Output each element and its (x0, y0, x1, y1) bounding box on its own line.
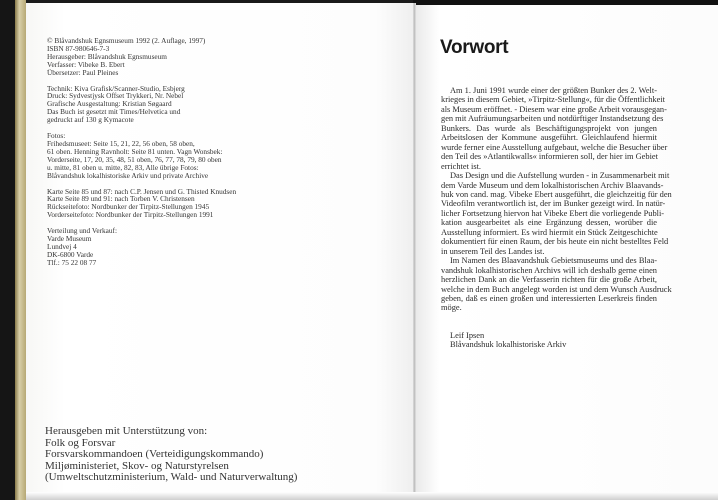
imprint-line: Blåvandshuk lokalhistoriske Arkiv und private Archive (47, 170, 209, 180)
signature (450, 331, 566, 350)
paragraph-line: herzlichen Dank an die Verfasserin richten für die große Arbeit, (441, 275, 657, 285)
imprint-line: Herausgeber: Blåvandshuk Egnsmuseum (47, 51, 167, 61)
imprint-line: Varde Museum (47, 234, 92, 244)
imprint-text (47, 37, 236, 267)
imprint-line: 61 oben. Henning Ravnholt: Seite 81 unten. Vagn Wonsbek: (47, 146, 223, 156)
imprint-line: ISBN 87-980646-7-3 (47, 43, 110, 53)
paragraph-line: dem Varde Museum und dem lokalhistorischen Archiv Blaavands- (441, 180, 664, 190)
imprint-line: Übersetzer: Paul Pleines (47, 67, 119, 77)
paragraph-line: Am 1. Juni 1991 wurde einer der größten Bunker des 2. Welt- (450, 86, 657, 95)
support-heading: Herausgeben mit Unterstützung von: (45, 425, 208, 437)
page-bottom-shadow (26, 492, 718, 500)
imprint-line: Rückseitefoto: Nordbunker der Tirpitz-Stellungen 1945 (47, 202, 210, 212)
imprint-line: Verfasser: Vibeke B. Ebert (47, 59, 125, 69)
imprint-line: Fotos: (47, 131, 66, 141)
paragraph-line: Bunkers. Das wurde als Beschäftigungsprojekt von jungen (441, 123, 657, 133)
support-line: (Umweltschutzministerium, Wald- und Naturverwaltung) (45, 471, 298, 484)
paragraph-line: Videofilm verantwortlich ist, der im Bunker gezeigt wird. In natür- (441, 199, 666, 209)
page-title: Vorwort (440, 37, 509, 58)
imprint-line: Grafische Ausgestaltung: Kristian Søgaard (47, 99, 172, 109)
imprint-line: Karte Seite 85 und 87: nach C.P. Jensen und G. Thisted Knudsen (47, 186, 237, 196)
paragraph-line: in unserem Teil des Landes ist. (441, 246, 545, 256)
imprint-line: DK-6800 Varde (47, 249, 94, 259)
imprint-line: Vorderseitefoto: Nordbunker der Tirpitz-Stellungen 1991 (47, 210, 214, 220)
paragraph-line: wurde ferner eine Ausstellung aufgebaut, welche die Besucher über (441, 142, 668, 152)
book-cover-edge (15, 0, 26, 500)
imprint-line: Technik: Kiva Grafisk/Scanner-Studio, Esbjerg (47, 83, 185, 93)
foreword-body (441, 86, 672, 313)
paragraph-line: errichtet ist. (441, 161, 481, 171)
paragraph-line: Im Namen des Blaavandshuk Gebietsmuseums und des Blaa- (450, 256, 657, 266)
paragraph-line: Arbeitslosen der Kommune ausgeführt. Gleichlaufend hiermit (441, 133, 657, 143)
paragraph-line: möge. (441, 303, 462, 313)
paragraph-line: kation ausgearbeitet als eine Ergänzung dessen, worüber die (441, 218, 657, 228)
imprint-line: Verteilung und Verkauf: (47, 226, 117, 236)
support-line: Folk og Forsvar (45, 436, 116, 449)
paragraph-line: Ausstellung informiert. Es wird hiermit ein Stück Zeitgeschichte (441, 227, 658, 237)
imprint-line: Vorderseite, 17, 20, 35, 48, 51 oben, 76, 77, 78, 79, 80 oben (47, 154, 222, 164)
support-line: Miljøministeriet, Skov- og Naturstyrelsen (45, 459, 229, 472)
signature-affiliation: Blåvandshuk lokalhistoriske Arkiv (450, 340, 567, 350)
paragraph-line: den Teil des »Atlantikwalls« informieren soll, der hier im Gebiet (441, 152, 658, 162)
imprint-line: Karte Seite 89 und 91: nach Torben V. Christensen (47, 194, 195, 204)
paragraph-line: dokumentiert für einen Raum, der bis heute ein nicht bestelltes Feld (441, 237, 669, 247)
paragraph-line: welche in dem Buch angelegt worden ist und dem Wunsch Ausdruck (441, 284, 672, 294)
paragraph-line: gen mit Aufräumungsarbeiten und notdürftiger Instandsetzung des (441, 114, 664, 124)
scan-edge-dark (0, 0, 15, 500)
imprint-line: u. mitte, 81 oben u. mitte, 82, 83, Alle übrige Fotos: (47, 162, 199, 172)
paragraph-line: Das Design und die Aufstellung wurden - in Zusammenarbeit mit (450, 171, 670, 181)
paragraph-line: licher Fortsetzung hiervon hat Vibeke Ebert die vorliegende Publi- (441, 208, 665, 218)
imprint-line: Druck: Sydvestjysk Offset Trykkeri, Nr. Nebel (47, 91, 184, 101)
imprint-line: Das Buch ist gesetzt mit Times/Helvetica und (47, 107, 181, 117)
paragraph-line: vandshuk lokalhistorischen Archivs will ich deshalb gerne einen (441, 265, 657, 275)
paragraph-line: als Museum eröffnet. - Diesem war eine große Arbeit vorausgegan- (441, 104, 667, 114)
paragraph-line: huk von cand. mag. Vibeke Ebert ausgeführt, die gleichzeitig für den (441, 189, 672, 199)
support-line: Forsvarskommandoen (Verteidigungskommando) (45, 448, 264, 461)
imprint-line: Lundvej 4 (47, 241, 77, 251)
paragraph-line: geben, daß es einen großen und interessierten Leserkreis finden (441, 293, 657, 303)
imprint-line: gedruckt auf 130 g Kymacote (47, 115, 134, 125)
imprint-line: Tlf.: 75 22 08 77 (47, 257, 97, 267)
signature-name: Leif Ipsen (450, 331, 485, 340)
book-gutter (413, 3, 416, 500)
imprint-line: © Blåvandshuk Egnsmuseum 1992 (2. Auflage, 1997) (47, 36, 206, 45)
imprint-line: Frihedsmuseet: Seite 15, 21, 22, 56 oben, 58 oben, (47, 138, 195, 148)
block-gap (47, 124, 236, 132)
paragraph-line: krieges in diesem Gebiet, »Tirpitz-Stellung«, für die Öffentlichkeit (441, 95, 665, 105)
support-credits (45, 426, 297, 484)
